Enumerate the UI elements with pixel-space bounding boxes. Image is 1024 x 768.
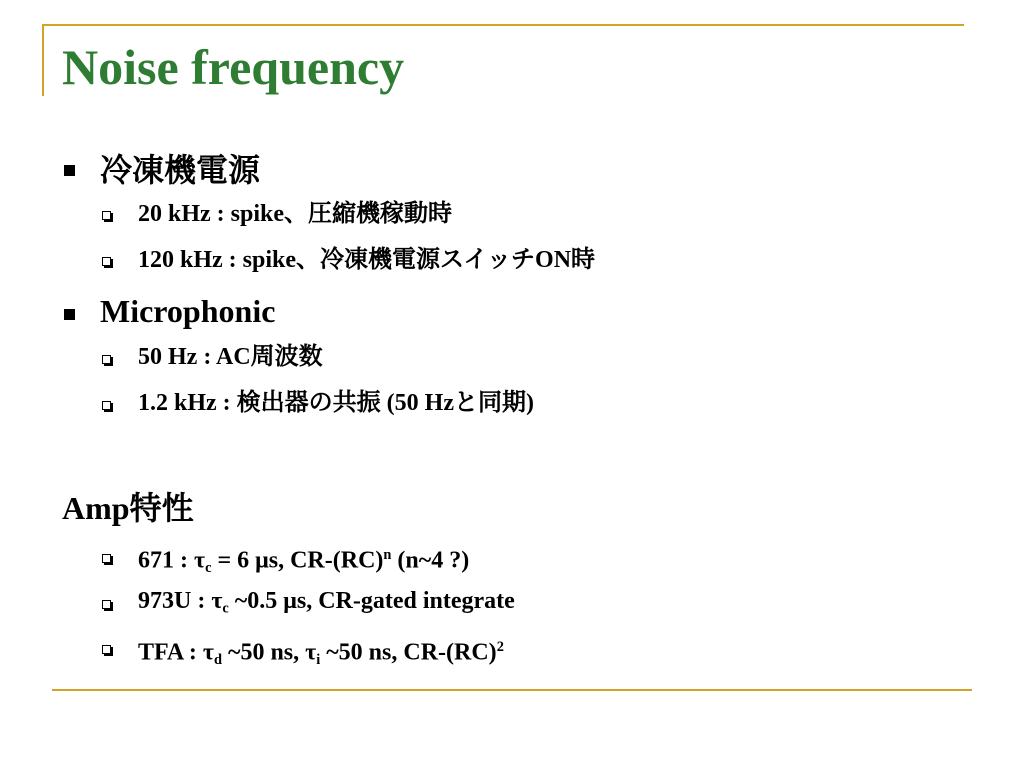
hollow-square-bullet-icon [102,600,111,609]
hollow-square-bullet-icon [102,554,111,563]
section-heading: 冷凍機電源 [100,152,261,188]
tau-symbol: τ [211,588,223,614]
subscript: i [316,651,321,668]
list-item: 1.2 kHz : 検出器の共振 (50 Hzと同期) [138,390,534,416]
item-text: 973U : [138,588,212,614]
mu-symbol: μ [255,547,269,574]
item-text: s, CR-(RC) [268,547,384,574]
top-rule [42,24,964,26]
section-heading: Microphonic [100,293,276,329]
left-rule [42,24,44,96]
item-text: TFA : [138,639,203,666]
bottom-rule [52,689,972,691]
list-item: 20 kHz : spike、圧縮機稼動時 [138,201,453,227]
list-item [138,632,504,675]
list-item [138,540,469,583]
item-text: = 6 [211,547,256,574]
tau-symbol: τ [194,547,206,574]
hollow-square-bullet-icon [102,645,111,654]
superscript: n [383,547,392,563]
list-item [138,586,515,623]
slide-title: Noise frequency [62,39,405,95]
hollow-square-bullet-icon [102,355,111,364]
hollow-square-bullet-icon [102,211,111,220]
list-item: 50 Hz : AC周波数 [138,344,323,370]
list-item: 120 kHz : spike、冷凍機電源スイッチON時 [138,247,596,273]
superscript: 2 [496,639,504,655]
hollow-square-bullet-icon [102,257,111,266]
item-text: (n~4 ?) [391,547,470,574]
square-bullet-icon [64,165,75,176]
square-bullet-icon [64,309,75,320]
tau-symbol: τ [305,639,317,666]
mu-symbol: μ [283,588,297,614]
item-text: ~50 ns, CR-(RC) [320,639,497,666]
subscript: c [222,600,229,617]
subscript: d [213,651,222,668]
item-text: ~0.5 [228,588,284,614]
item-text: s, CR-gated integrate [296,588,515,614]
hollow-square-bullet-icon [102,401,111,410]
subscript: c [205,559,212,576]
tau-symbol: τ [202,639,214,666]
item-text: 671 : [138,547,194,574]
item-text: ~50 ns, [221,639,306,666]
section-heading: Amp特性 [62,490,194,526]
